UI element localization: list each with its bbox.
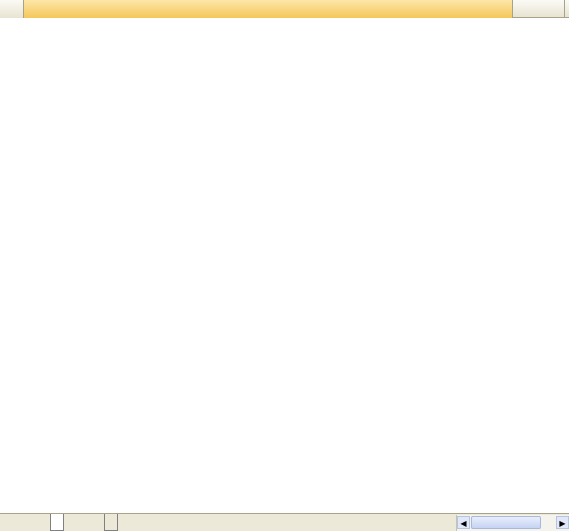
scroll-thumb[interactable]	[471, 516, 541, 529]
scroll-left-icon[interactable]: ◀	[457, 516, 470, 529]
scroll-right-icon[interactable]: ▶	[556, 516, 569, 529]
column-header-bar	[0, 0, 569, 18]
sheet-tab[interactable]	[104, 514, 118, 531]
column-header-b[interactable]	[513, 0, 565, 18]
select-all-corner[interactable]	[0, 0, 24, 18]
column-header-a[interactable]	[24, 0, 513, 18]
next-sheet-button[interactable]	[25, 517, 35, 529]
first-sheet-button[interactable]	[3, 517, 13, 529]
last-sheet-button[interactable]	[36, 517, 46, 529]
sheet-tab-bar	[0, 513, 569, 531]
horizontal-scrollbar[interactable]	[456, 515, 569, 531]
prev-sheet-button[interactable]	[14, 517, 24, 529]
sheet-tab-active[interactable]	[50, 514, 64, 531]
